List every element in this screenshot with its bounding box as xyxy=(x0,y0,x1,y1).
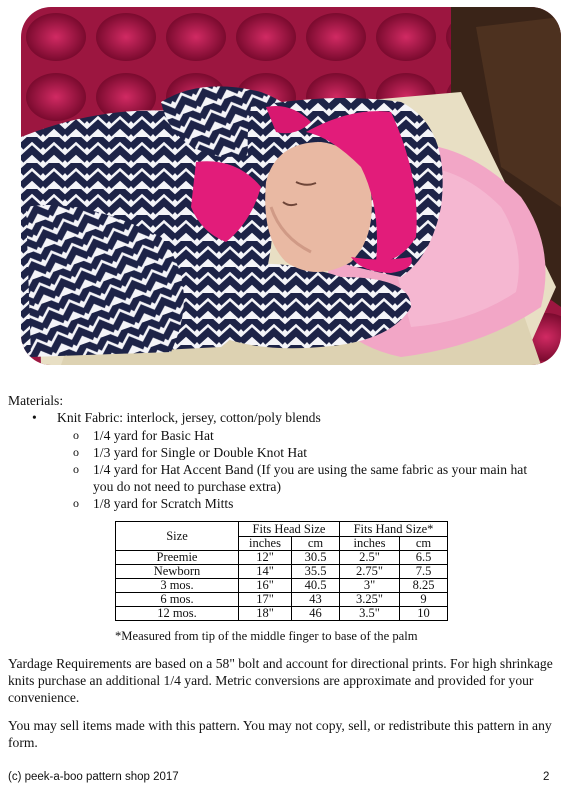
material-sub-item: 1/3 yard for Single or Double Knot Hat xyxy=(93,445,308,460)
license-paragraph: You may sell items made with this pattern. You may not copy, sell, or redistribute this pattern in any form. xyxy=(8,718,552,750)
size-cell: Newborn xyxy=(116,565,239,579)
material-sub-item: 1/8 yard for Scratch Mitts xyxy=(93,496,234,511)
size-cell: 3 mos. xyxy=(116,579,239,593)
material-sub-item: 1/4 yard for Hat Accent Band (If you are using the same fabric as your main hat you do not need to purchase extra) xyxy=(93,462,528,494)
head-size-header: Fits Head Size xyxy=(239,522,340,537)
circle-bullet-icon: o xyxy=(73,428,79,442)
bullet-icon: • xyxy=(32,410,37,425)
value-cell: 35.5 xyxy=(292,565,340,579)
circle-bullet-icon: o xyxy=(73,445,79,459)
value-cell: 16" xyxy=(239,579,292,593)
size-cell: 6 mos. xyxy=(116,593,239,607)
value-cell: 3.25" xyxy=(340,593,400,607)
table-footnote: *Measured from tip of the middle finger to base of the palm xyxy=(115,629,418,643)
value-cell: 3.5" xyxy=(340,607,400,621)
value-cell: 8.25 xyxy=(400,579,448,593)
size-header: Size xyxy=(116,522,239,551)
size-cell: Preemie xyxy=(116,551,239,565)
value-cell: 14" xyxy=(239,565,292,579)
value-cell: 17" xyxy=(239,593,292,607)
table-row xyxy=(116,565,448,579)
table-row xyxy=(116,593,448,607)
value-cell: 43 xyxy=(292,593,340,607)
unit-header: inches xyxy=(239,537,292,551)
value-cell: 2.75" xyxy=(340,565,400,579)
unit-header: cm xyxy=(292,537,340,551)
value-cell: 7.5 xyxy=(400,565,448,579)
material-sub-item: 1/4 yard for Basic Hat xyxy=(93,428,214,443)
value-cell: 30.5 xyxy=(292,551,340,565)
unit-header: cm xyxy=(400,537,448,551)
circle-bullet-icon: o xyxy=(73,462,79,476)
value-cell: 46 xyxy=(292,607,340,621)
yardage-paragraph: Yardage Requirements are based on a 58" bolt and account for directional prints. For high shrinkage knits purchase an additional 1/4 yard. Metric conversions are approximate and provided for your convenience. xyxy=(8,656,553,705)
fabric-item: Knit Fabric: interlock, jersey, cotton/poly blends xyxy=(57,410,321,425)
table-row xyxy=(116,551,448,565)
hand-size-header: Fits Hand Size* xyxy=(340,522,448,537)
table-row xyxy=(116,607,448,621)
value-cell: 3" xyxy=(340,579,400,593)
value-cell: 10 xyxy=(400,607,448,621)
materials-heading: Materials: xyxy=(8,393,64,408)
baby-photo-icon xyxy=(21,7,561,365)
value-cell: 40.5 xyxy=(292,579,340,593)
value-cell: 6.5 xyxy=(400,551,448,565)
value-cell: 18" xyxy=(239,607,292,621)
value-cell: 2.5" xyxy=(340,551,400,565)
size-table xyxy=(115,521,448,621)
size-cell: 12 mos. xyxy=(116,607,239,621)
table-row xyxy=(116,579,448,593)
footer-copyright: (c) peek-a-boo pattern shop 2017 xyxy=(8,771,179,783)
circle-bullet-icon: o xyxy=(73,496,79,510)
value-cell: 9 xyxy=(400,593,448,607)
value-cell: 12" xyxy=(239,551,292,565)
page-number: 2 xyxy=(543,771,550,783)
unit-header: inches xyxy=(340,537,400,551)
